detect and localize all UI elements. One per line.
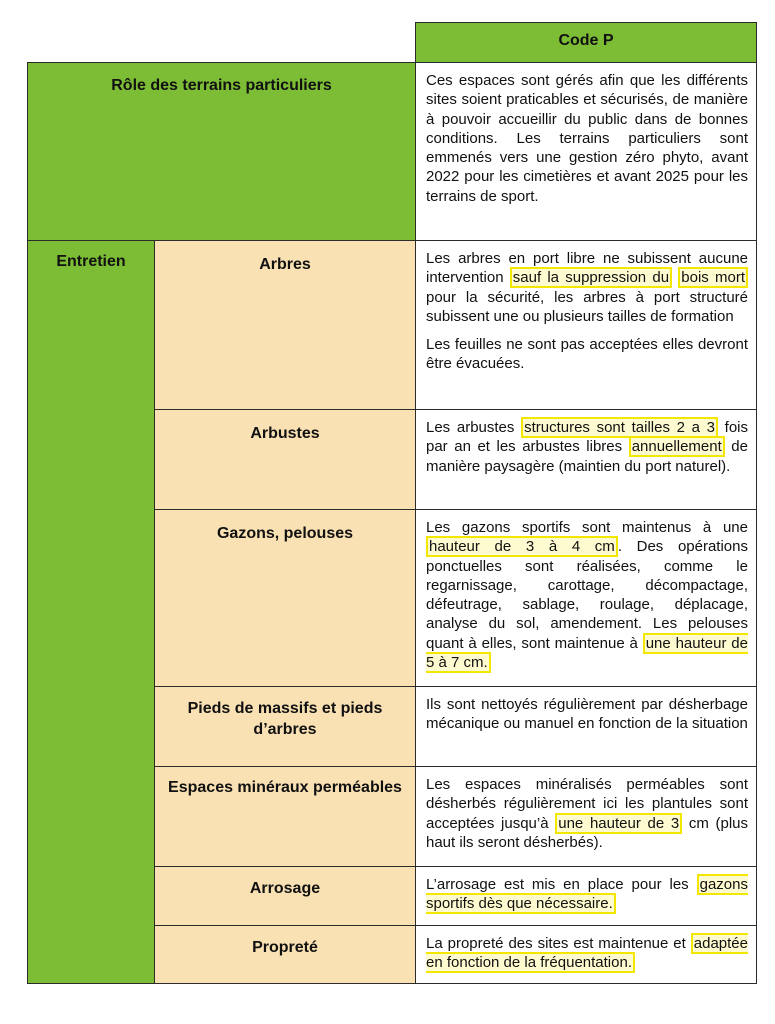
row-text-espaces-mineraux	[415, 766, 757, 867]
text-segment: Les espaces minéralisés perméables sont désherbés régulièrement ici les plantules sont acceptées jusqu’à	[426, 776, 748, 832]
gazons-paragraph	[426, 518, 748, 672]
highlight: hauteur de 3 à 4 cm	[426, 536, 618, 557]
row-label-espaces-mineraux: Espaces minéraux perméables	[154, 766, 416, 867]
row-text-arbres	[415, 240, 757, 410]
text-segment: Les arbustes	[426, 419, 522, 436]
text-segment: L’arrosage est mis en place pour les	[426, 876, 697, 893]
row-label-proprete: Propreté	[154, 925, 416, 984]
text-segment: fois par an et les arbustes libres	[426, 419, 748, 456]
text-segment: cm (plus haut ils seront désherbés).	[426, 814, 749, 851]
arbustes-paragraph	[426, 418, 748, 476]
row-text-arbustes	[415, 409, 757, 510]
row-label-arrosage: Arrosage	[154, 866, 416, 926]
highlight: structures sont tailles 2 a 3	[521, 417, 718, 438]
highlight: bois mort	[678, 267, 748, 288]
highlight: adaptée en fonction de la fréquentation.	[426, 935, 748, 972]
row-text-proprete	[415, 925, 757, 984]
arbres-paragraph-2: Les feuilles ne sont pas acceptées elles devront être évacuées.	[426, 336, 748, 373]
row-label-gazons: Gazons, pelouses	[154, 509, 416, 687]
row-text-pieds-de-massifs: Ils sont nettoyés régulièrement par désherbage mécanique ou manuel en fonction de la situation	[415, 686, 757, 767]
text-segment: . Des opérations ponctuelles sont réalisées, comme le regarnissage, carottage, décompactage, défeutrage, sablage, roulage, déplacage, analyse du sol, amendement. Les pelouses quant à elles, sont maintenue à	[426, 538, 748, 652]
text-segment: pour la sécurité, les arbres à port structuré subissent une ou plusieurs tailles de formation	[426, 288, 748, 325]
text-segment: La propreté des sites est maintenue et	[426, 935, 691, 952]
text-segment: Les arbres en port libre ne subissent aucune intervention	[426, 250, 748, 287]
entretien-label: Entretien	[27, 240, 155, 984]
proprete-paragraph	[426, 934, 748, 973]
highlight: sauf la suppression du	[510, 267, 672, 288]
highlight: gazons sportifs dès que nécessaire.	[426, 876, 748, 913]
role-label: Rôle des terrains particuliers	[27, 62, 416, 241]
row-label-arbres: Arbres	[154, 240, 416, 410]
row-text-gazons	[415, 509, 757, 687]
espaces-paragraph	[426, 775, 748, 852]
arbres-paragraph-1	[426, 249, 748, 326]
column-header-code-p: Code P	[415, 22, 757, 63]
role-text: Ces espaces sont gérés afin que les différents sites soient praticables et sécurisés, de manière à pouvoir accueillir du public dans de bonnes conditions. Les terrains particuliers sont emmenés vers une gestion zéro phyto, avant 2022 pour les cimetières et avant 2025 pour les terrains de sport.	[415, 62, 757, 241]
row-text-arrosage	[415, 866, 757, 926]
highlight: annuellement	[629, 436, 725, 457]
text-segment: Les gazons sportifs sont maintenus à une	[426, 519, 748, 536]
highlight: une hauteur de 3	[555, 813, 682, 834]
row-label-pieds-de-massifs: Pieds de massifs et pieds d’arbres	[154, 686, 416, 767]
text-segment: de manière paysagère (maintien du port naturel).	[426, 438, 748, 475]
row-label-arbustes: Arbustes	[154, 409, 416, 510]
arrosage-paragraph	[426, 875, 748, 914]
highlight: une hauteur de 5 à 7 cm.	[426, 634, 748, 672]
